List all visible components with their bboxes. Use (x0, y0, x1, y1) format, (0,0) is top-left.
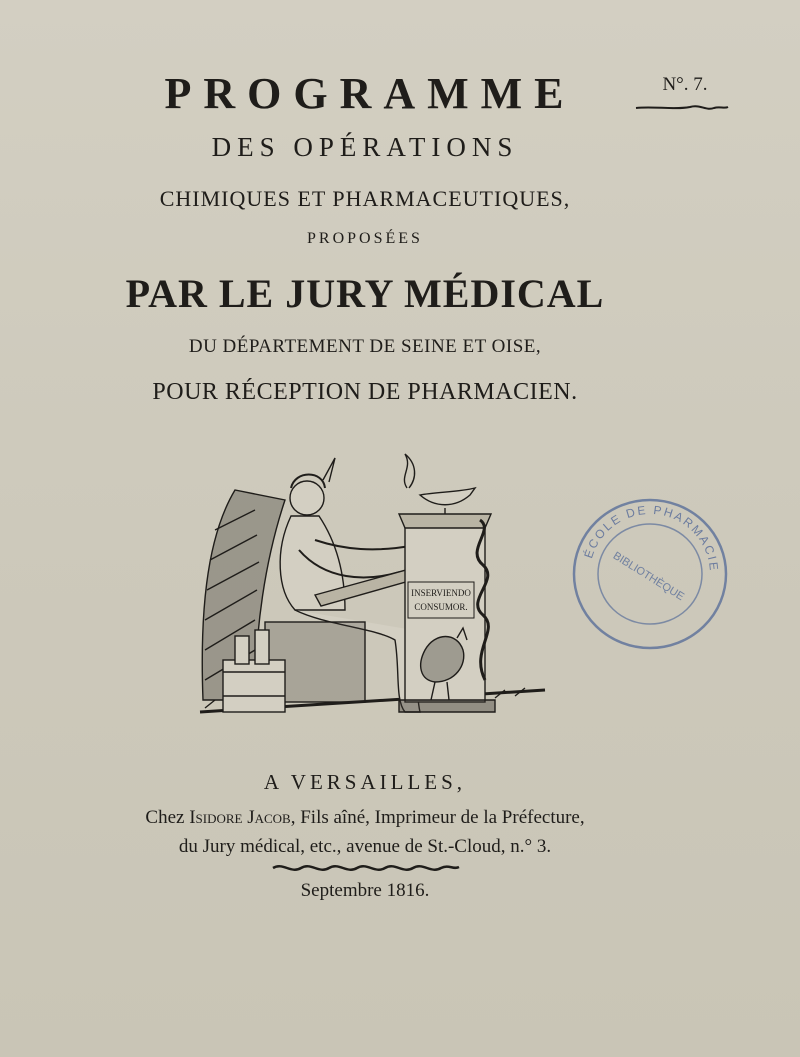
imprint-printer (0, 807, 730, 829)
figure-head (290, 481, 324, 515)
stamp-inner-text: BIBLIOTHÈQUE (610, 549, 687, 604)
scroll-bucket (223, 660, 285, 712)
title-proposees: PROPOSÉES (307, 230, 423, 247)
title-reception: POUR RÉCEPTION DE PHARMACIEN. (152, 379, 578, 405)
document-number: N°. 7. (662, 74, 708, 95)
pedestal-inscription-1: INSERVIENDO (411, 588, 471, 598)
wave-ornament (265, 861, 465, 875)
title-jury-medical: PAR LE JURY MÉDICAL (125, 271, 605, 316)
imprint-printer-rest: , Fils aîné, Imprimeur de la Préfecture, (290, 807, 585, 828)
oil-lamp (420, 488, 475, 505)
imprint-address: du Jury médical, etc., avenue de St.-Cloud, n.° 3. (178, 836, 552, 857)
pedestal-inscription-2: CONSUMOR. (414, 602, 468, 612)
engraved-vignette (195, 450, 555, 740)
title-departement: DU DÉPARTEMENT DE SEINE ET OISE, (188, 336, 542, 357)
number-underline-flourish (634, 102, 730, 114)
title-programme: PROGRAMME (164, 69, 576, 118)
imprint-printer-name: Isidore Jacob (189, 807, 291, 828)
stamp-outer-text: ÉCOLE DE PHARMACIE (581, 502, 722, 573)
imprint-printer-prefix: Chez (145, 807, 190, 828)
title-chimiques: CHIMIQUES ET PHARMACEUTIQUES, (159, 186, 571, 211)
library-stamp (568, 494, 732, 654)
imprint-date: Septembre 1816. (300, 880, 430, 901)
imprint-place: A VERSAILLES, (263, 770, 467, 794)
lamp-flame (404, 454, 414, 488)
title-operations: DES OPÉRATIONS (211, 132, 519, 162)
